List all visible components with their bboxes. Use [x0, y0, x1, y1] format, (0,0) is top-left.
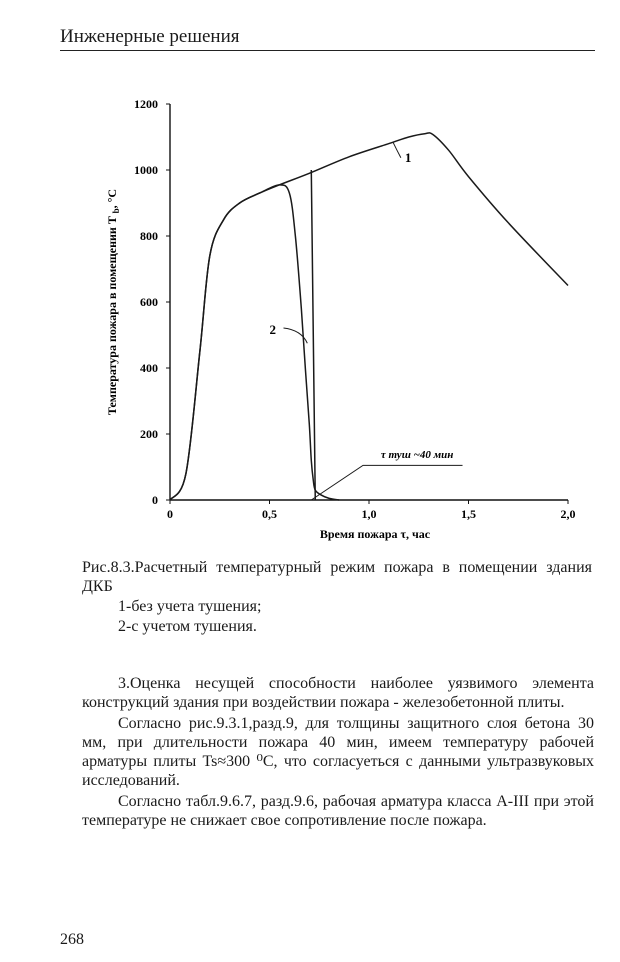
y-axis-title: Температура пожара в помещении T $_b$, °C	[105, 188, 121, 416]
caption-item-1: 1-без учета тушения;	[118, 598, 262, 615]
series-1-line	[170, 133, 568, 500]
y-tick-label: 200	[140, 427, 158, 441]
series-1-leader	[393, 142, 401, 158]
page-number: 268	[60, 931, 84, 948]
body-text	[82, 674, 594, 832]
series-lines	[170, 133, 568, 500]
running-header: Инженерные решения	[60, 26, 240, 47]
axes	[170, 104, 568, 500]
extinguishing-label: τ туш ~40 мин	[380, 448, 454, 461]
paragraph-2: Согласно рис.9.3.1,разд.9, для толщины защитного слоя бетона 30 мм, при длительности пожара 40 мин, имеем температуру рабочей арматуры плиты Ts≈300 ⁰С, что согласуеться с данными ультразвуковых исследований.	[82, 715, 594, 789]
y-tick-label: 800	[140, 229, 158, 243]
series-1-label: 1	[404, 149, 412, 165]
extinguishing-time-line	[311, 170, 315, 500]
y-tick-label: 1200	[134, 97, 158, 111]
x-tick-label: 1,5	[461, 507, 476, 521]
figure-caption: Рис.8.3.Расчетный температурный режим пожара в помещении здания ДКБ	[82, 559, 592, 595]
x-axis-title: Время пожара τ, час	[319, 527, 431, 541]
y-tick-label: 400	[140, 361, 158, 375]
x-tick-label: 0,5	[262, 507, 277, 521]
tick-marks	[166, 104, 568, 504]
extinguishing-leader	[311, 465, 462, 500]
paragraph-1: 3.Оценка несущей способности наиболее уязвимого элемента конструкций здания при воздействии пожара - железобетонной плиты.	[82, 675, 594, 711]
paragraph-3: Согласно табл.9.6.7, разд.9.6, рабочая арматура класса А-III при этой температуре не снижает свое сопротивление после пожара.	[82, 793, 594, 829]
x-tick-label: 1,0	[361, 507, 377, 521]
chart-labels	[105, 97, 576, 541]
y-tick-label: 600	[140, 295, 158, 309]
y-tick-label: 1000	[134, 163, 158, 177]
x-tick-label: 2,0	[560, 507, 576, 521]
caption-item-2: 2-с учетом тушения.	[118, 618, 257, 635]
x-tick-label: 0	[167, 507, 173, 521]
y-tick-label: 0	[152, 493, 158, 507]
series-2-label: 2	[269, 322, 276, 338]
